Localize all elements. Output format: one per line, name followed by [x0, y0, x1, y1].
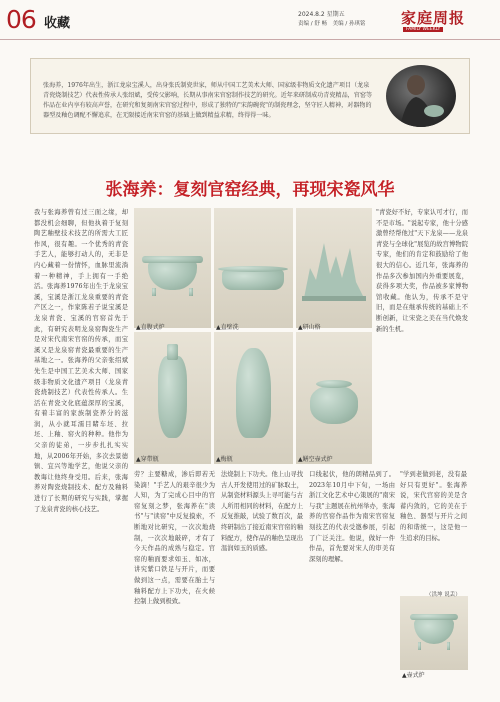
caption-4: ▲穿带瓶: [136, 456, 159, 463]
intro-text: 张海养，1976年出生，浙江龙泉宝溪人，出身张氏制瓷世家，师从中国工艺美术大师、国家级非物质文化遗产项目（龙泉青瓷烧制技艺）代表性传承人张绍斌，受传父影响，长期从事南宋官窑制作技艺的研究。近年来研制成功青瓷精品，官窑等作品在业内享有较高声誉，在研究和复刻南宋官窑过程中，形成了独特的"宋韵碗瓷"的制瓷理念，坚守匠人精神，对器物的器型及釉色调配不懈追求，在无限接近南宋官窑的基础上做到精益求精，终得得一味。: [43, 82, 373, 119]
photo-censer: [134, 208, 211, 328]
body-column-2: 劳？主要糖成，渗后即若无染滴！"手艺人的艰辛很少为人知，为了完成心目中的官窑复刻之梦，张海养在"读书"与"读窑"中反复摸索，不断地对比研究，一次次地烧制，一次次地敲碎，才有了今天作品的成熟与稳定。官窑的釉面要求如玉、如冰，讲究紫口铁足与开片，而要做到这一点，需要在胎土与釉料配方上下功夫，在火候控制上做到极致。: [134, 471, 215, 606]
section-title: 收藏: [44, 16, 71, 31]
caption-6: ▲鳝空壶式炉: [298, 456, 333, 463]
issue-date: 2024.8.2 星期五: [298, 11, 345, 18]
body-column-5: "学到老做到老，没有最好只有更好"。张海养说，宋代官窑的美是含蓄内敛的，它的美在于釉色、器型与开片之间的和谐统一，这是他一生追求的目标。: [400, 471, 467, 542]
page-number: 06: [6, 5, 36, 34]
article-headline: 张海养：复刻官窑经典，再现宋瓷风华: [105, 180, 395, 200]
caption-3: ▲研山格: [298, 324, 321, 331]
photo-plum-vase: [214, 332, 293, 464]
photo-brush-rest: [296, 208, 372, 328]
brand-logo: 家庭周报: [401, 9, 466, 27]
editor-credit: 责编 / 舒 畅 美编 / 孙琪铭: [298, 21, 366, 27]
photo-vase: [134, 332, 211, 464]
body-column-3: 法烧制上下功夫。他上山寻找古人开发使用过的矿脉取土，从制瓷材料源头上寻可能与古人所用相同的材料，在配方上反复推敲，试验了数百次，最终研制出了接近南宋官窑的釉料配方，使作品的釉色呈现出温润如玉的质感。: [221, 471, 303, 553]
caption-7: ▲壶式炉: [402, 672, 425, 679]
brand-subtitle: FAMILY WEEKLY: [403, 27, 443, 32]
body-column-4: 口线起伏，他的朗精品到了。2023年10月中下旬，一场由浙江文化艺术中心策展的"南宋与我"主题展在杭州举办，张海养的官窑作品作为南宋官窑复刻技艺的代表受邀参展，引起了广泛关注。他说，做好一件作品，首先要对宋人的审美有深刻的理解。: [309, 471, 395, 563]
body-column-1: 我与张海养曾有过三面之缘，却都没机会细聊，但他执着于复刻陶艺釉壁技术技艺的所需大工匠作风，很有趣。一个优秀的青瓷手艺人，能够打动人的，无非是内心藏着一份情怀，血脉里流淌着一种精神，手上拥有一手绝活。张海养1976年出生于龙泉宝溪，宝溪是浙江龙泉重要的青瓷产区之一，作家陈若子说宝溪是龙泉青瓷、宝溪的官窑首先于此，有研究表明龙泉窑陶瓷生产是对宋代南宋官窑的传承，而宝溪又是龙泉窑青瓷最重要的生产基地之一。张海养的父亲张绍斌先生是中国工艺美术大师、国家级非物质文化遗产项目（龙泉青瓷烧制技艺）代表性传承人。生活在青瓷文化底蕴深厚的宝溪，有着丰富的家族制瓷养分的滋润，从小就耳濡目睹车坯、拉坯、上釉、窑火的种种。他作为父亲的徒弟，一步步扎扎实实地，从2006年开始，多次去景德镇、宜兴等地学艺，他说父亲的教诲让他终身受用。后来，张海养对陶瓷烧制技术、配方及釉料进行了长期的研究与实践，掌握了龙泉青瓷的核心技艺。: [34, 209, 128, 513]
author-byline: （洪坤 说丢）: [426, 592, 461, 598]
intro-box: [30, 58, 470, 134]
caption-5: ▲梅瓶: [216, 456, 233, 463]
page-header: [0, 0, 500, 40]
photo-washer: [214, 208, 293, 328]
caption-1: ▲直腹式炉: [136, 324, 165, 331]
photo-incense-burner: [296, 332, 372, 464]
body-column-right: "青瓷好不好，专家认可才行，而不是市场。"说起专家，他十分感激曾经帮他过"天下龙泉——龙泉青瓷与全球化"展览的故宫博物院专家，他们的肯定和鼓励给了他很大的信心。近几年，张海养的作品多次参加国内外重要展览，获得多项大奖，作品被多家博物馆收藏。他认为，传承不是守旧，而是在继承传统的基础上不断创新，让宋瓷之美在当代焕发新的生机。: [376, 209, 468, 333]
photo-tripod-censer: [400, 596, 468, 670]
caption-2: ▲直壁洗: [216, 324, 239, 331]
portrait-photo: [386, 65, 456, 127]
